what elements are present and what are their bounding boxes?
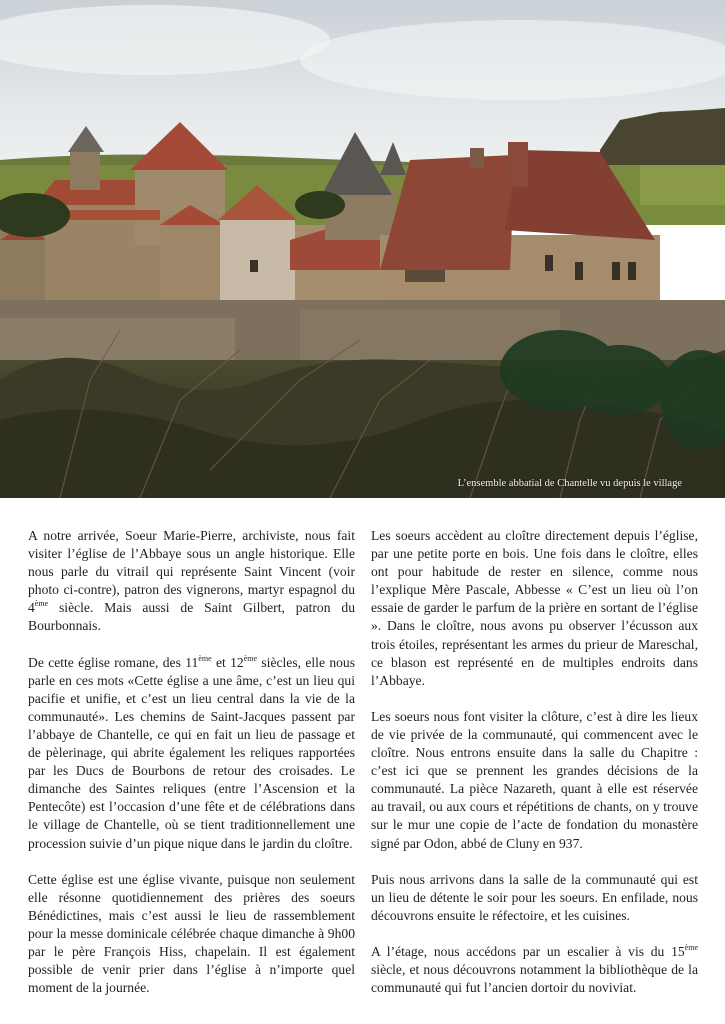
paragraph: Cette église est une église vivante, puisque non seulement elle résonne quotidiennement des prières des soeurs Bénédictines, mais c’est aussi le lieu de rassemblement pour la messe dominicale célébrée chaque dimanche à 9h00 par le père François Hiss, chapelain. Il est également possible de venir prier dans l’église à n’importe quel moment de la journée. (28, 871, 355, 996)
abbey-photo (0, 0, 725, 498)
paragraph (371, 943, 698, 997)
text-run: et 12 (211, 654, 244, 670)
right-column (371, 527, 698, 1015)
text-run: A notre arrivée, Soeur Marie-Pierre, archiviste, nous fait visiter l’église de l’Abbaye sous un angle historique. Elle nous parle du vitrail qui représente Saint Vincent (voir photo ci-contre), patron des vignerons, martyr espagnol du 4 (28, 528, 355, 616)
text-run: siècles, elle nous parle en ces mots «Cette église a une âme, c’est un lieu qui pacifie et unifie, et c’est un lieu central dans la vie de la communauté». Les chemins de Saint-Jacques passent par l’abbaye de Chantelle, ce qui en fait un lieu de passage et de pèlerinage, qui abrite également les reliques rapportées par les Ducs de Bourbons de retour des croisades. Le dimanche des Saintes reliques (entre l’Ascension et la Pentecôte) est l’occasion d’une fête et de célébrations dans le village de Chantelle, où se tient traditionnellement une procession suivie d’un pique nique dans le jardin du cloître. (28, 654, 356, 851)
paragraph: Les soeurs accèdent au cloître directement depuis l’église, par une petite porte en bois. Une fois dans le cloître, elles ont pour habitude de rester en silence, comme nous l’explique Mère Pascale, Abbesse « C’est un lieu où l’on essaie de garder le parfum de la prière en sortant de l’église ». Dans le cloître, nous avons pu observer l’écusson aux trois étoiles, représentant les armes du prieur de Mareschal, ce blason est représenté en de multiples endroits dans l’Abbaye. (371, 528, 698, 688)
superscript: ème (243, 653, 258, 663)
paragraph (28, 654, 355, 853)
paragraph: Puis nous arrivons dans la salle de la communauté qui est un lieu de détente le soir pour les soeurs. En enfilade, nous découvrons ensuite le réfectoire, et les cuisines. (371, 871, 698, 923)
superscript: ème (198, 653, 212, 663)
text-run: A l’étage, nous accédons par un escalier à vis du 15 (371, 943, 685, 959)
photo-caption: L’ensemble abbatial de Chantelle vu depuis le village (457, 478, 682, 489)
left-column (28, 527, 355, 1015)
abbey-photo-drawing (0, 0, 725, 498)
paragraph: Les soeurs nous font visiter la clôture, c’est à dire les lieux de vie privée de la communauté, qui commencent avec le cloître. Nous entrons ensuite dans la salle du Chapitre : c’est ici que se prennent les grandes décisions de la communauté. La pièce Nazareth, quant à elle est réservée au travail, ou aux cours et répétitions de chants, on y trouve sur le mur une copie de l’acte de fondation du monastère signé par Odon, abbé de Cluny en 937. (371, 708, 698, 851)
superscript: ème (34, 599, 49, 609)
superscript: ème (684, 942, 698, 952)
text-run: siècle, et nous découvrons notamment la bibliothèque de la communauté qui fut l’ancien dortoir du noviviat. (371, 961, 698, 996)
paragraph (28, 527, 355, 636)
text-run: siècle. Mais aussi de Saint Gilbert, patron du Bourbonnais. (28, 600, 355, 634)
text-run: De cette église romane, des 11 (28, 654, 199, 670)
